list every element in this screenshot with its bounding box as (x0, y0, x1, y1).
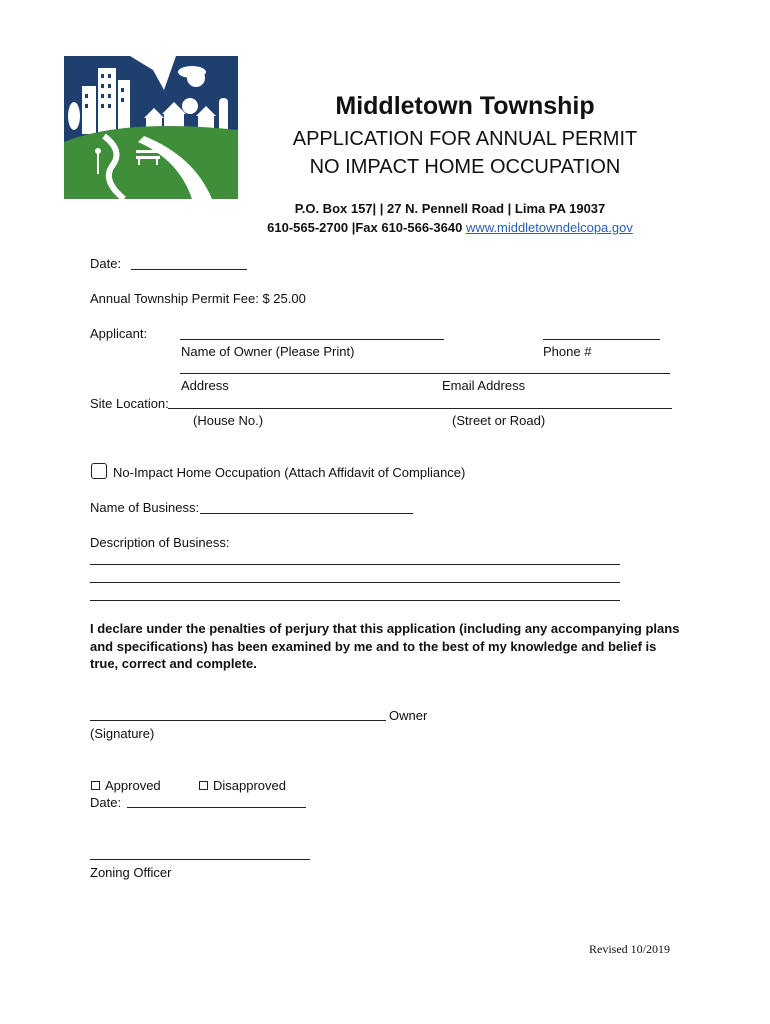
business-name-label: Name of Business: (90, 500, 200, 515)
mailing-address: P.O. Box 157| | 27 N. Pennell Road | Lima PA 19037 (294, 201, 606, 216)
approved-option[interactable] (91, 778, 161, 793)
owner-label: Owner (389, 708, 428, 723)
description-line-1[interactable] (90, 564, 620, 565)
township-name: Middletown Township (335, 92, 595, 120)
owner-name-field[interactable] (180, 339, 444, 340)
approval-date-field[interactable] (127, 807, 306, 808)
applicant-label: Applicant: (90, 326, 148, 341)
zoning-officer-signature-field[interactable] (90, 859, 310, 860)
form-title-line-1: APPLICATION FOR ANNUAL PERMIT (292, 128, 638, 150)
description-line-2[interactable] (90, 582, 620, 583)
signature-caption: (Signature) (90, 726, 155, 741)
middletown-township-logo (64, 56, 238, 199)
street-caption: (Street or Road) (452, 413, 546, 428)
disapproved-label: Disapproved (213, 778, 286, 793)
contact-line (180, 220, 720, 235)
approved-checkbox[interactable] (91, 781, 100, 790)
description-line-3[interactable] (90, 600, 620, 601)
owner-name-caption: Name of Owner (Please Print) (181, 344, 355, 359)
date-field[interactable] (131, 269, 247, 270)
zoning-officer-caption: Zoning Officer (90, 865, 172, 880)
business-name-field[interactable] (200, 513, 413, 514)
business-description-label: Description of Business: (90, 535, 230, 550)
approval-date-label: Date: (90, 795, 122, 810)
form-title-line-2: NO IMPACT HOME OCCUPATION (309, 156, 621, 178)
address-email-field[interactable] (180, 373, 670, 374)
approved-label: Approved (105, 778, 161, 793)
no-impact-checkbox[interactable] (91, 463, 107, 479)
perjury-declaration: I declare under the penalties of perjury that this application (including any accompanying plans and specifications) has been examined by me and to the best of my knowledge and belief is true, correct and complete. (90, 621, 680, 671)
date-label: Date: (90, 256, 122, 271)
email-caption: Email Address (442, 378, 526, 393)
no-impact-label: No-Impact Home Occupation (Attach Affidavit of Compliance) (113, 465, 466, 480)
permit-fee: Annual Township Permit Fee: $ 25.00 (90, 291, 306, 306)
phone-fax: 610-565-2700 |Fax 610-566-3640 (267, 220, 463, 235)
website-link[interactable]: www.middletowndelcopa.gov (465, 220, 633, 235)
phone-caption: Phone # (543, 344, 592, 359)
site-location-field[interactable] (168, 408, 672, 409)
revision-date: Revised 10/2019 (589, 942, 670, 956)
address-caption: Address (181, 378, 229, 393)
house-number-caption: (House No.) (193, 413, 264, 428)
disapproved-option[interactable] (199, 778, 286, 793)
disapproved-checkbox[interactable] (199, 781, 208, 790)
signature-field[interactable] (90, 720, 386, 721)
site-location-label: Site Location: (90, 396, 169, 411)
phone-field[interactable] (543, 339, 660, 340)
